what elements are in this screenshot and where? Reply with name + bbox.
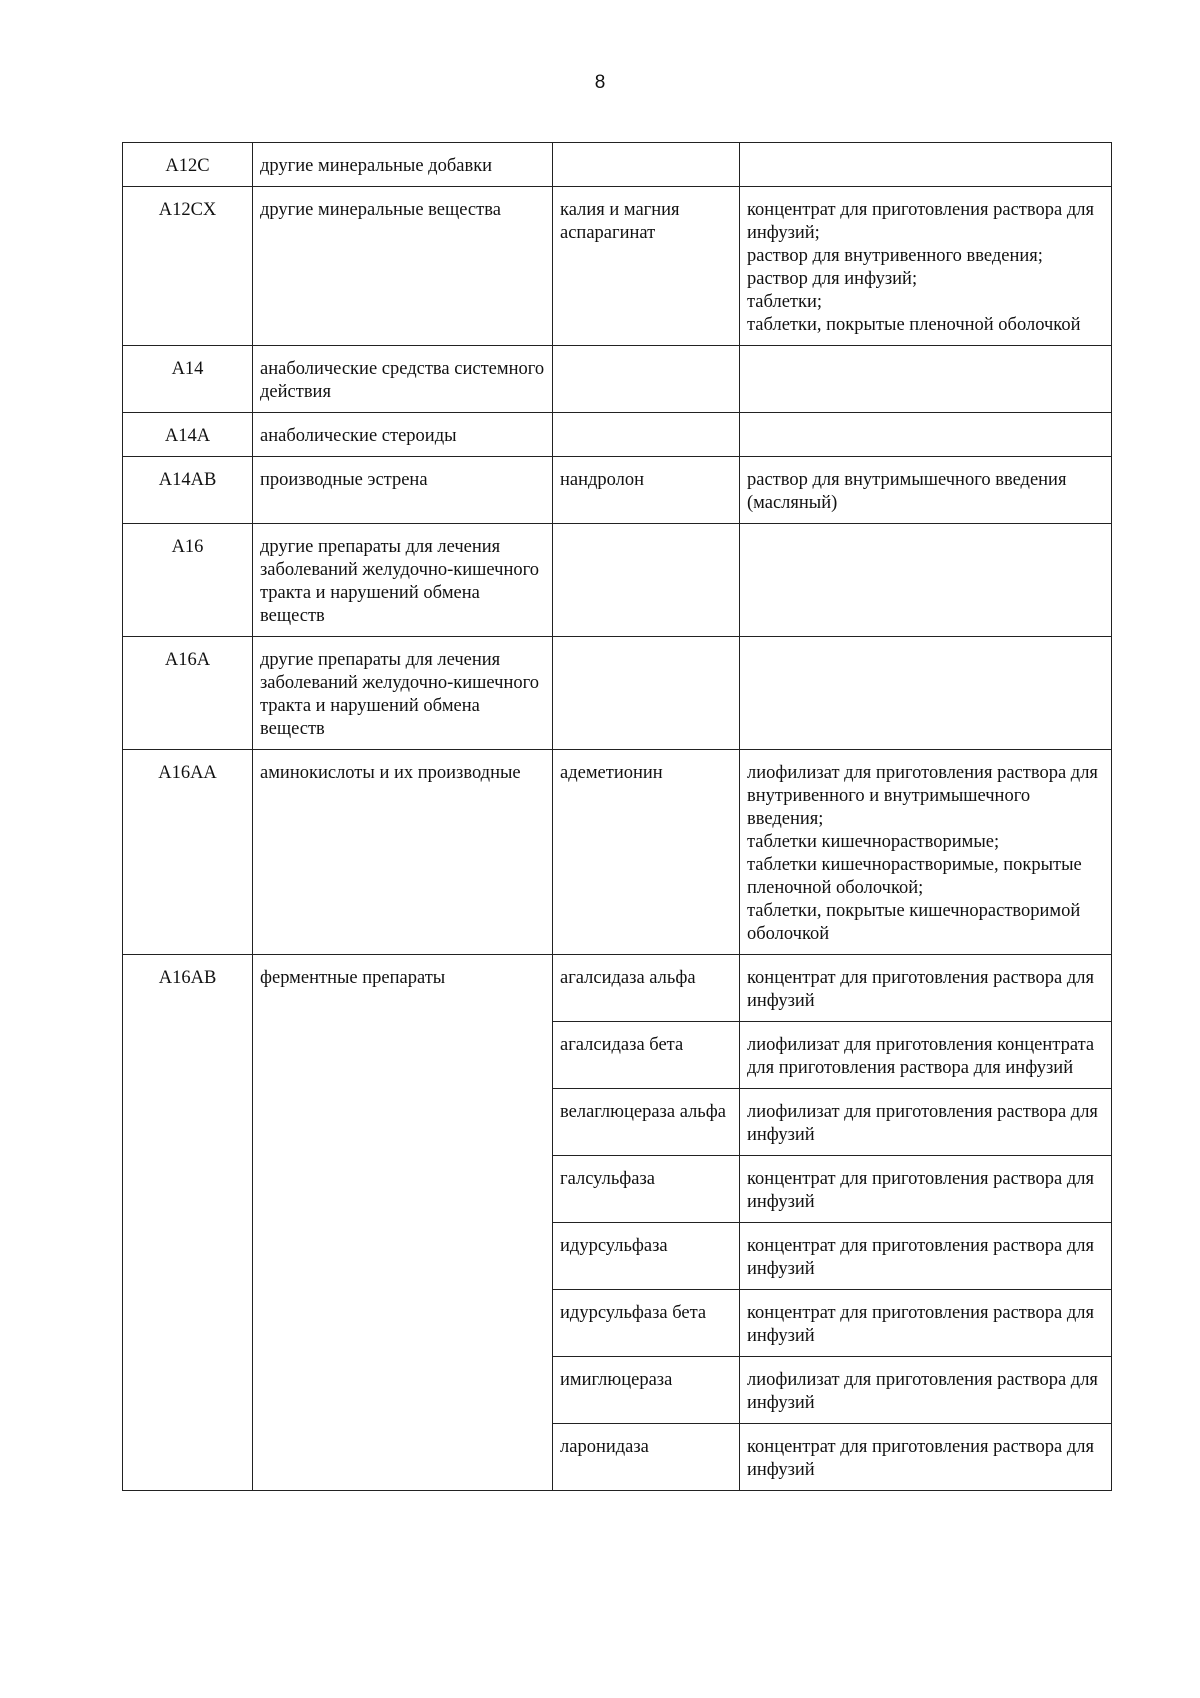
atc-group: другие препараты для лечения заболеваний желудочно-кишечного тракта и нарушений обмена веществ bbox=[253, 637, 553, 750]
dosage-form-line: лиофилизат для приготовления концентрата для приготовления раствора для инфузий bbox=[747, 1035, 1095, 1078]
substance: идурсульфаза bbox=[553, 1223, 740, 1290]
dosage-form-line: таблетки; bbox=[747, 292, 823, 312]
dosage-forms bbox=[740, 413, 1112, 457]
substance: велаглюцераза альфа bbox=[553, 1089, 740, 1156]
substance: нандролон bbox=[553, 457, 740, 524]
dosage-form-line: лиофилизат для приготовления раствора для инфузий bbox=[747, 1370, 1098, 1413]
substance bbox=[553, 637, 740, 750]
dosage-form-line: концентрат для приготовления раствора для инфузий; bbox=[747, 200, 1094, 243]
atc-group: производные эстрена bbox=[253, 457, 553, 524]
table-row bbox=[123, 637, 1112, 750]
dosage-form-line: концентрат для приготовления раствора для инфузий bbox=[747, 1303, 1094, 1346]
dosage-form-line: таблетки кишечнорастворимые, покрытые пленочной оболочкой; bbox=[747, 855, 1082, 898]
dosage-form-line: раствор для инфузий; bbox=[747, 269, 918, 289]
atc-group: анаболические средства системного действия bbox=[253, 346, 553, 413]
dosage-forms bbox=[740, 1156, 1112, 1223]
dosage-form-line: раствор для внутримышечного введения (масляный) bbox=[747, 470, 1067, 513]
dosage-forms bbox=[740, 524, 1112, 637]
table-row bbox=[123, 524, 1112, 637]
dosage-forms bbox=[740, 1022, 1112, 1089]
substance bbox=[553, 143, 740, 187]
dosage-forms bbox=[740, 187, 1112, 346]
dosage-form-line: таблетки, покрытые пленочной оболочкой bbox=[747, 315, 1081, 335]
atc-code: A16AB bbox=[123, 955, 253, 1491]
substance: калия и магния аспарагинат bbox=[553, 187, 740, 346]
dosage-forms bbox=[740, 1089, 1112, 1156]
atc-code: A16AA bbox=[123, 750, 253, 955]
dosage-forms bbox=[740, 1424, 1112, 1491]
table-row bbox=[123, 955, 1112, 1022]
substance bbox=[553, 524, 740, 637]
atc-code: A14A bbox=[123, 413, 253, 457]
atc-group: ферментные препараты bbox=[253, 955, 553, 1491]
dosage-forms bbox=[740, 750, 1112, 955]
atc-group: другие минеральные добавки bbox=[253, 143, 553, 187]
atc-code: A16 bbox=[123, 524, 253, 637]
atc-code: A16A bbox=[123, 637, 253, 750]
substance: идурсульфаза бета bbox=[553, 1290, 740, 1357]
substance: агалсидаза альфа bbox=[553, 955, 740, 1022]
dosage-form-line: таблетки кишечнорастворимые; bbox=[747, 832, 1000, 852]
atc-group: другие препараты для лечения заболеваний желудочно-кишечного тракта и нарушений обмена веществ bbox=[253, 524, 553, 637]
page-number: 8 bbox=[594, 72, 606, 93]
atc-group: аминокислоты и их производные bbox=[253, 750, 553, 955]
dosage-form-line: лиофилизат для приготовления раствора для внутривенного и внутримышечного введения; bbox=[747, 763, 1098, 829]
dosage-form-line: раствор для внутривенного введения; bbox=[747, 246, 1043, 266]
dosage-form-line: концентрат для приготовления раствора для инфузий bbox=[747, 1236, 1094, 1279]
dosage-form-line: лиофилизат для приготовления раствора для инфузий bbox=[747, 1102, 1098, 1145]
atc-code: A12C bbox=[123, 143, 253, 187]
table-row bbox=[123, 187, 1112, 346]
substance: имиглюцераза bbox=[553, 1357, 740, 1424]
dosage-forms bbox=[740, 457, 1112, 524]
table-row bbox=[123, 143, 1112, 187]
table-row bbox=[123, 457, 1112, 524]
dosage-forms bbox=[740, 1357, 1112, 1424]
dosage-forms bbox=[740, 143, 1112, 187]
substance: агалсидаза бета bbox=[553, 1022, 740, 1089]
dosage-form-line: концентрат для приготовления раствора для инфузий bbox=[747, 1437, 1094, 1480]
dosage-form-line: концентрат для приготовления раствора для инфузий bbox=[747, 1169, 1094, 1212]
drug-table bbox=[122, 142, 1112, 1491]
atc-code: A12CX bbox=[123, 187, 253, 346]
dosage-forms bbox=[740, 1290, 1112, 1357]
dosage-forms bbox=[740, 346, 1112, 413]
table-row bbox=[123, 346, 1112, 413]
substance bbox=[553, 413, 740, 457]
dosage-forms bbox=[740, 637, 1112, 750]
substance bbox=[553, 346, 740, 413]
dosage-form-line: таблетки, покрытые кишечнорастворимой оболочкой bbox=[747, 901, 1081, 944]
table-row bbox=[123, 413, 1112, 457]
table-row bbox=[123, 750, 1112, 955]
dosage-forms bbox=[740, 1223, 1112, 1290]
atc-code: A14 bbox=[123, 346, 253, 413]
atc-code: A14AB bbox=[123, 457, 253, 524]
dosage-forms bbox=[740, 955, 1112, 1022]
substance: адеметионин bbox=[553, 750, 740, 955]
dosage-form-line: концентрат для приготовления раствора для инфузий bbox=[747, 968, 1094, 1011]
substance: ларонидаза bbox=[553, 1424, 740, 1491]
atc-group: анаболические стероиды bbox=[253, 413, 553, 457]
atc-group: другие минеральные вещества bbox=[253, 187, 553, 346]
substance: галсульфаза bbox=[553, 1156, 740, 1223]
